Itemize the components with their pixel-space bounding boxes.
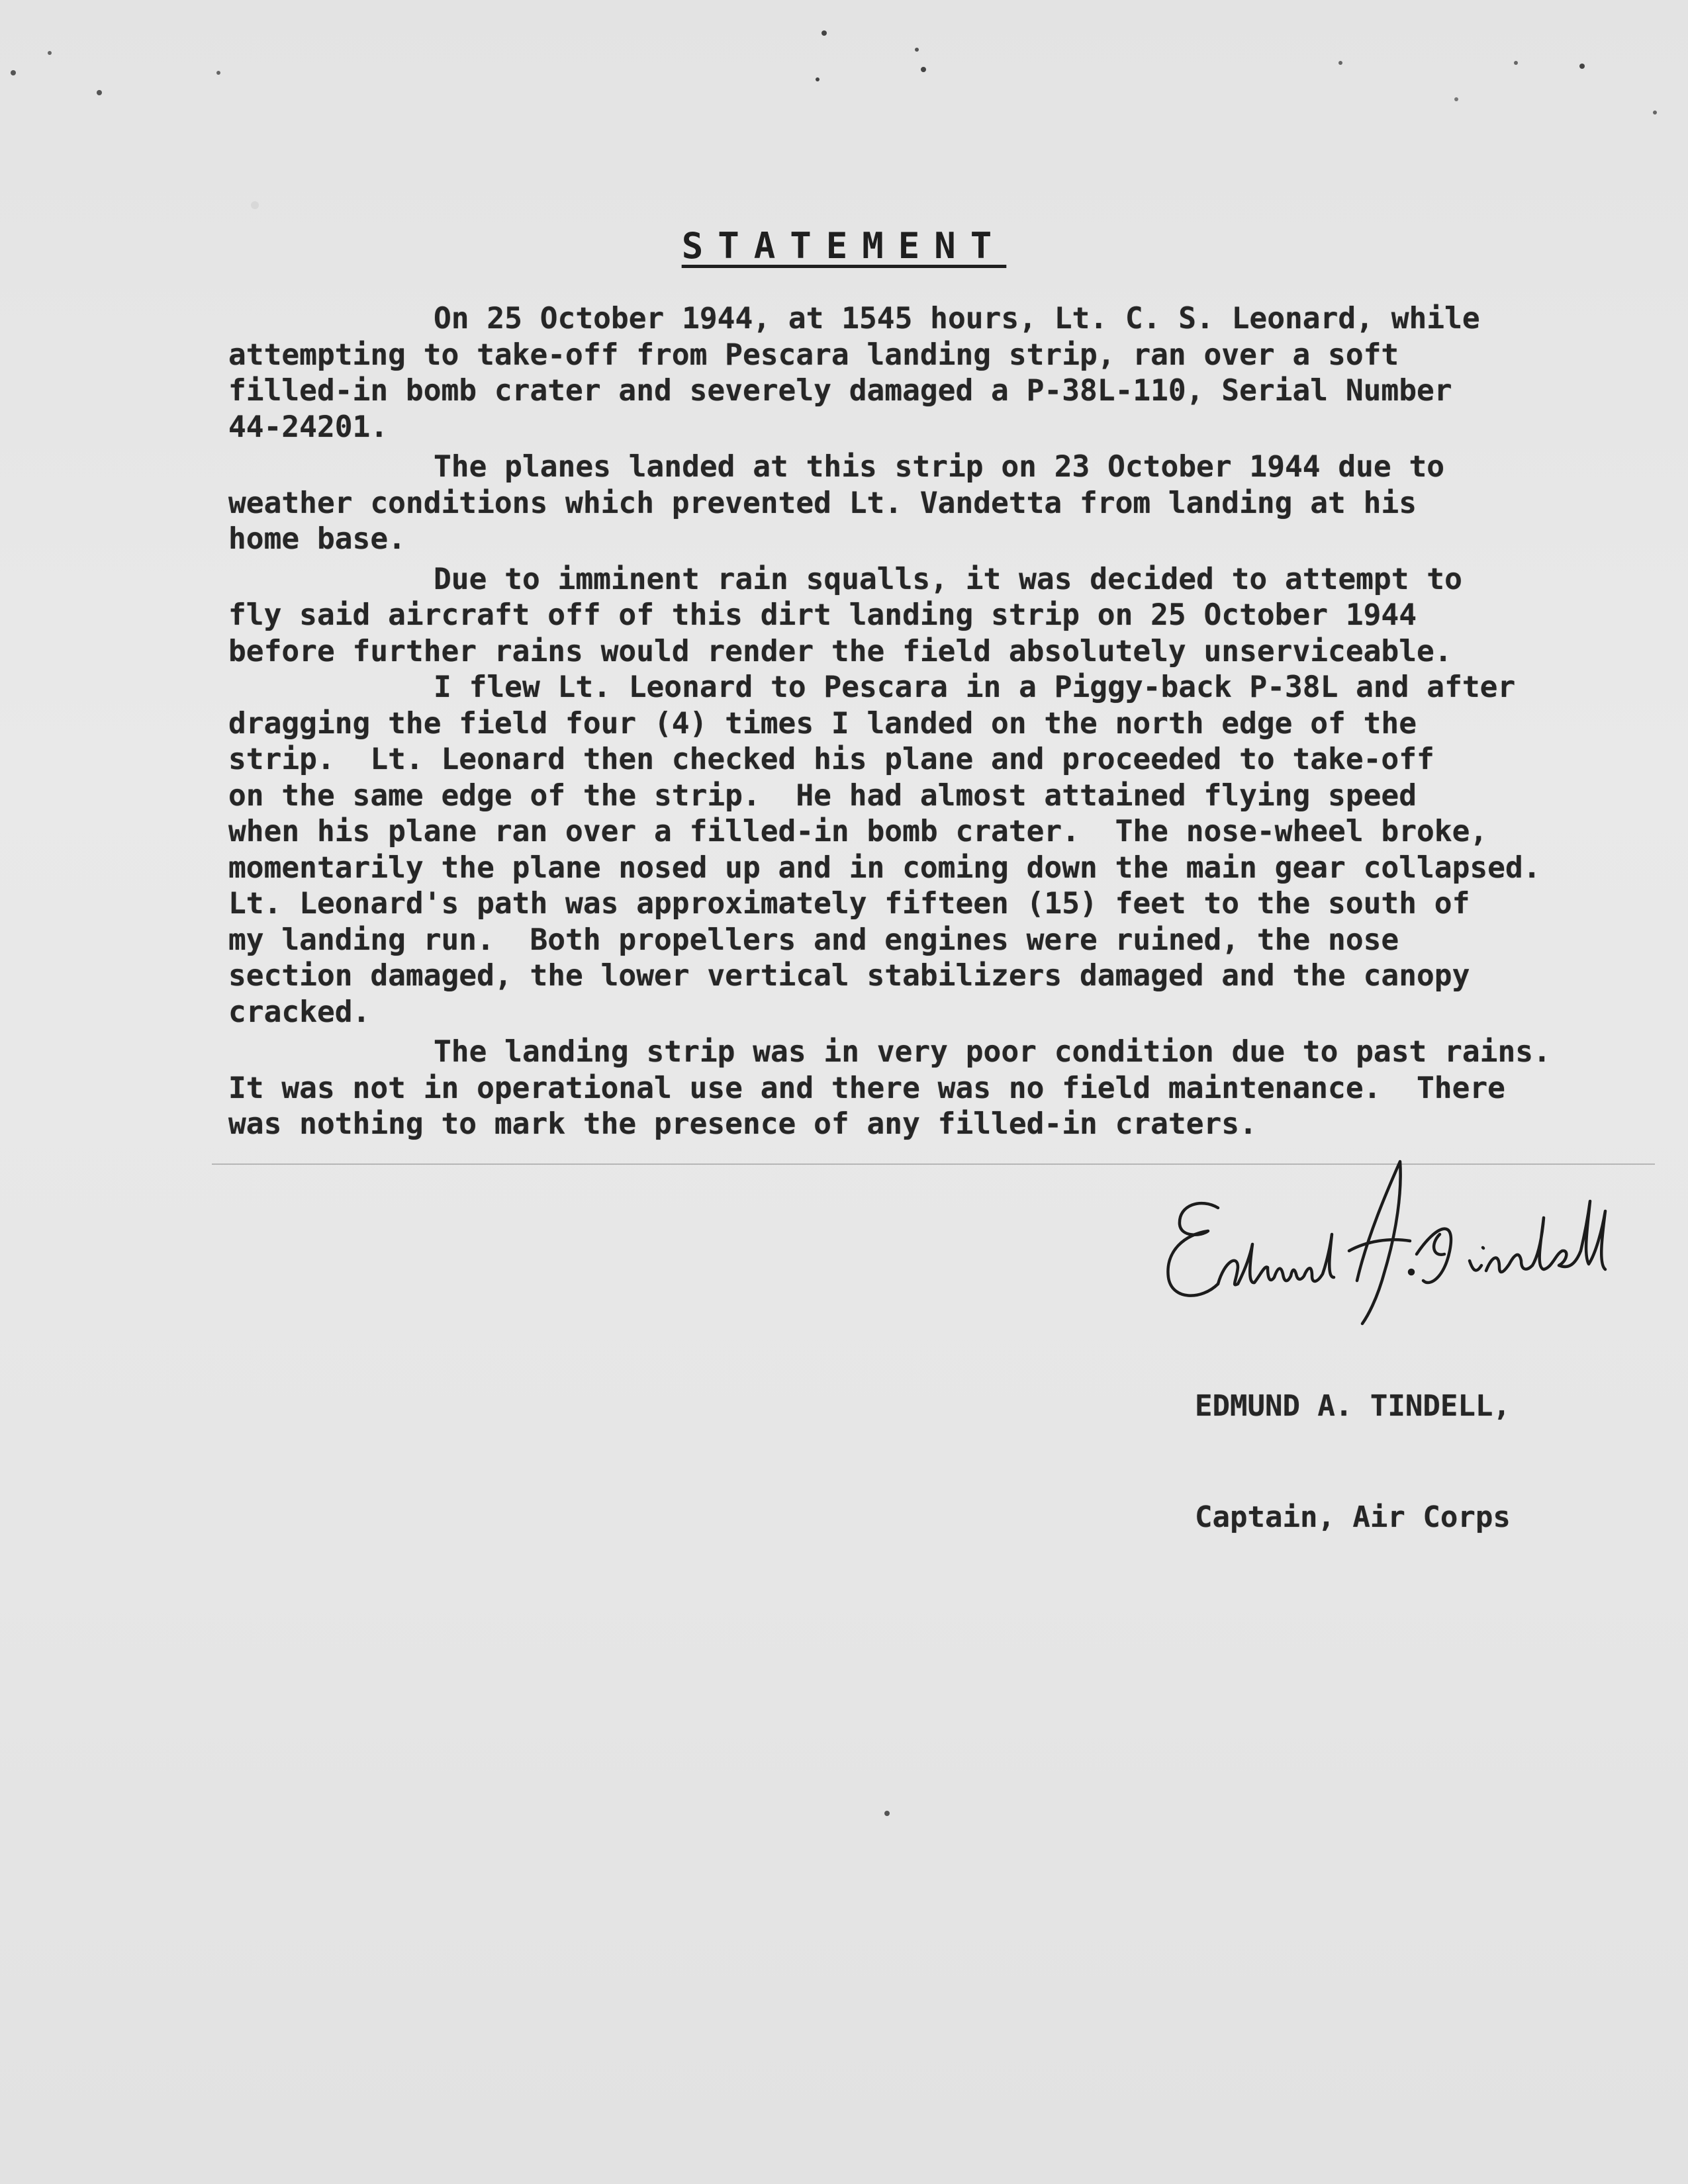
statement-line: on the same edge of the strip. He had almost attained flying speed bbox=[228, 778, 1417, 813]
statement-line: my landing run. Both propellers and engines were ruined, the nose bbox=[228, 923, 1399, 957]
signatory-name: EDMUND A. TINDELL, bbox=[1195, 1389, 1511, 1423]
statement-line: home base. bbox=[228, 522, 406, 556]
statement-line: was nothing to mark the presence of any filled-in craters. bbox=[228, 1107, 1257, 1141]
statement-line: The landing strip was in very poor condition due to past rains. bbox=[434, 1035, 1551, 1069]
statement-line: strip. Lt. Leonard then checked his plane and proceeded to take-off bbox=[228, 743, 1434, 776]
statement-line: On 25 October 1944, at 1545 hours, Lt. C. S. Leonard, while bbox=[434, 302, 1480, 336]
statement-line: when his plane ran over a filled-in bomb crater. The nose-wheel broke, bbox=[228, 815, 1488, 848]
handwritten-signature bbox=[1139, 1118, 1615, 1337]
signatory-rank: Captain, Air Corps bbox=[1195, 1500, 1511, 1534]
statement-line: section damaged, the lower vertical stabilizers damaged and the canopy bbox=[228, 959, 1470, 993]
statement-line: filled-in bomb crater and severely damaged a P-38L-110, Serial Number bbox=[228, 374, 1452, 408]
signature-block bbox=[1195, 1314, 1511, 1610]
statement-line: fly said aircraft off of this dirt landing strip on 25 October 1944 bbox=[228, 598, 1417, 632]
statement-line: dragging the field four (4) times I landed on the north edge of the bbox=[228, 706, 1417, 741]
statement-line: 44-24201. bbox=[228, 410, 389, 444]
statement-line: Lt. Leonard's path was approximately fifteen (15) feet to the south of bbox=[228, 887, 1470, 921]
statement-line: The planes landed at this strip on 23 October 1944 due to bbox=[434, 450, 1445, 484]
statement-line: momentarily the plane nosed up and in coming down the main gear collapsed. bbox=[228, 850, 1541, 885]
statement-line: weather conditions which prevented Lt. Vandetta from landing at his bbox=[228, 486, 1417, 520]
statement-line: I flew Lt. Leonard to Pescara in a Piggy-back P-38L and after bbox=[434, 670, 1516, 704]
statement-line: It was not in operational use and there was no field maintenance. There bbox=[228, 1071, 1505, 1105]
statement-line: attempting to take-off from Pescara landing strip, ran over a soft bbox=[228, 338, 1399, 372]
statement-line: before further rains would render the field absolutely unserviceable. bbox=[228, 634, 1452, 668]
statement-body bbox=[228, 301, 1645, 1143]
document-title: STATEMENT bbox=[681, 225, 1007, 267]
statement-line: Due to imminent rain squalls, it was decided to attempt to bbox=[434, 562, 1462, 596]
statement-line: cracked. bbox=[228, 995, 371, 1029]
